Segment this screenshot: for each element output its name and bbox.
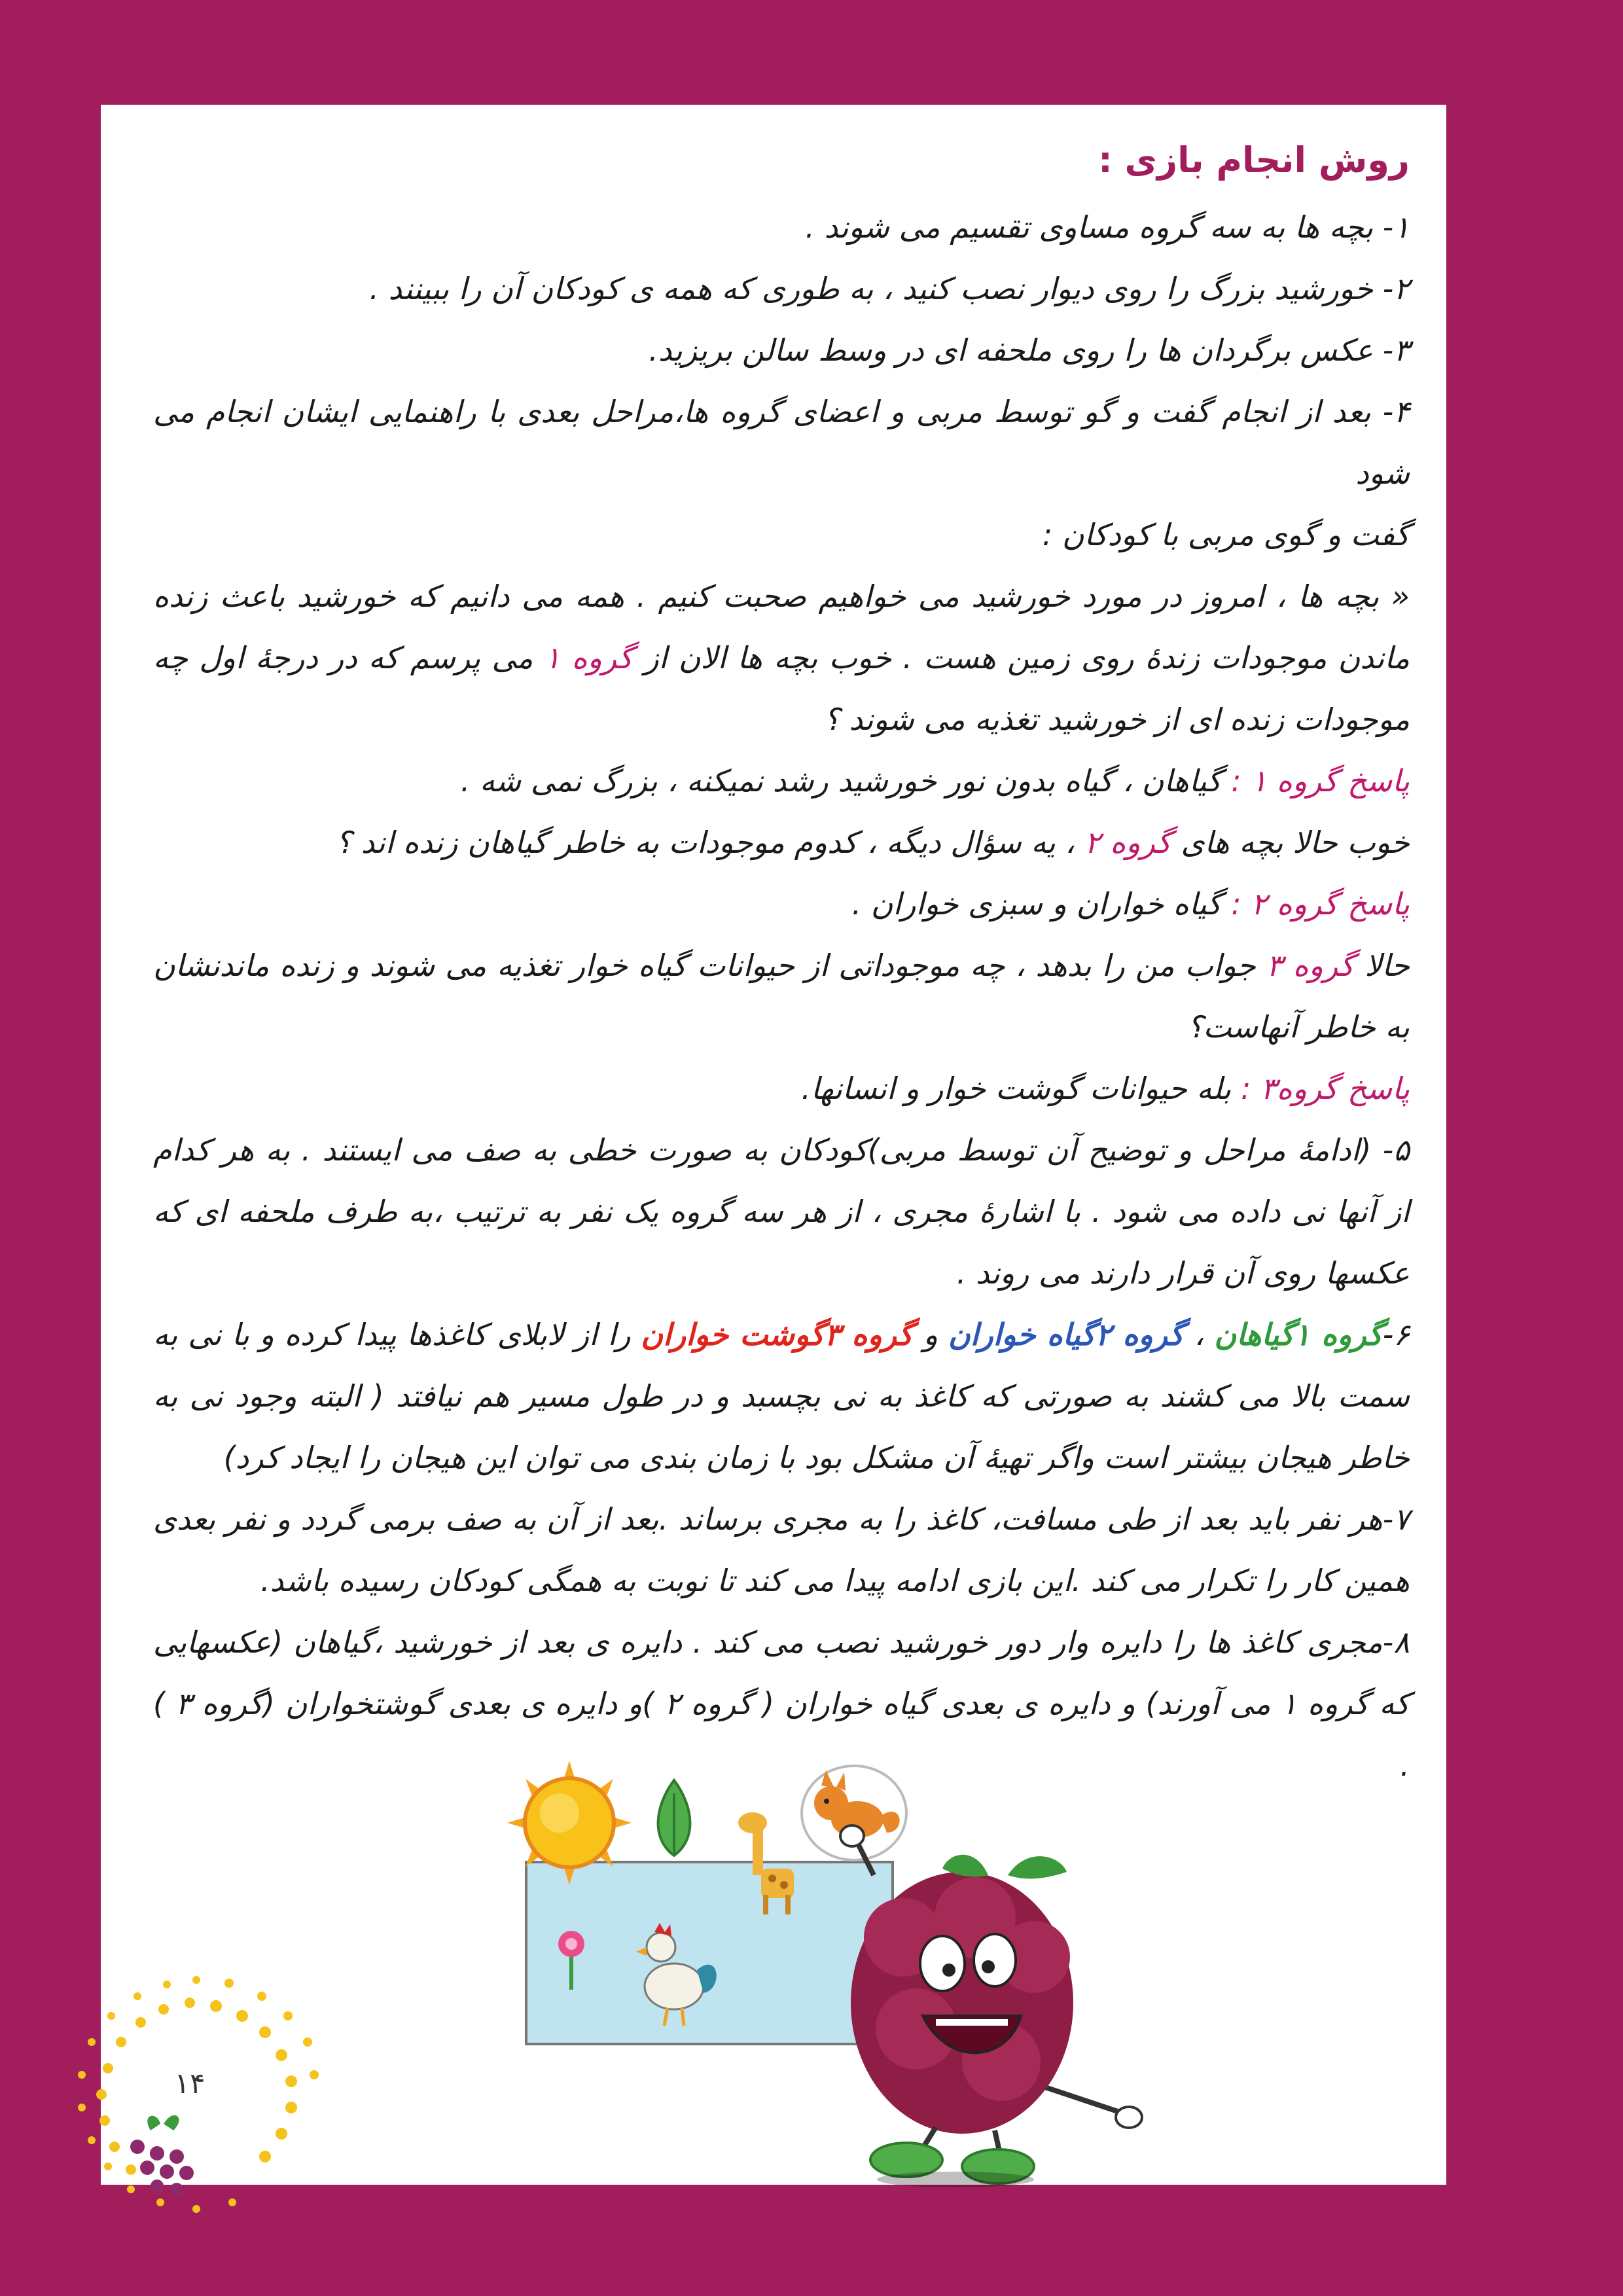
answer-3-label: پاسخ گروه۳ :	[1240, 1071, 1410, 1106]
question-2	[153, 812, 1410, 873]
step-1: ۱- بچه ها به سه گروه مساوی تقسیم می شوند .	[805, 209, 1410, 245]
question-2-text-b: ، یه سؤال دیگه ، کدوم موجودات به خاطر گیاهان زنده اند ؟	[335, 825, 1075, 860]
answer-3-text: بله حیوانات گوشت خوار و انسانها.	[801, 1071, 1232, 1106]
group-2-herbivores: گروه ۲گیاه خواران	[948, 1317, 1185, 1352]
step-8: ۸-مجری کاغذ ها را دایره وار دور خورشید نصب می کند . دایره ی بعد از خورشید ،گیاهان (عکسهایی که گروه ۱ می آورند) و دایره ی بعدی گیاه خواران ( گروه ۲ )و دایره ی بعدی گوشتخواران (گروه ۳ ) .	[153, 1624, 1410, 1783]
group-2-label: گروه ۲	[1084, 825, 1171, 860]
answer-3	[153, 1058, 1410, 1119]
step-6-and: و	[923, 1317, 938, 1352]
question-3-text-a: حالا	[1364, 948, 1410, 983]
step-3: ۳- عکس برگردان ها را روی ملحفه ای در وسط سالن بریزید.	[649, 332, 1410, 368]
dialogue-heading: گفت و گوی مربی با کودکان :	[1042, 517, 1410, 552]
step-2: ۲- خورشید بزرگ را روی دیوار نصب کنید ، به طوری که همه ی کودکان آن را ببینند .	[369, 271, 1410, 306]
answer-2-text: گیاه خواران و سبزی خواران .	[851, 886, 1222, 922]
question-3	[153, 935, 1410, 1058]
step-6-text: را از لابلای کاغذها پیدا کرده و با نی به سمت بالا می کشند به صورتی که کاغذ به نی بچسبد و در طول مسیر هم نیافتد ( البته وجود نی به خاطر هیجان بیشتر است واگر تهیهٔ آن مشکل بود با زمان بندی می توان این هیجان را ایجاد کرد)	[153, 1317, 1410, 1475]
step-6-number: ۶-	[1382, 1317, 1410, 1352]
answer-1	[153, 750, 1410, 812]
group-3-carnivores: گروه ۳گوشت خواران	[641, 1317, 914, 1352]
question-2-text-a: خوب حالا بچه های	[1181, 825, 1410, 860]
page-number: ۱۴	[174, 2067, 205, 2100]
question-1-text-a: « بچه ها ، امروز در مورد خورشید می خواهیم صحبت کنیم . همه می دانیم که خورشید باعث زنده ماندن موجودات زندهٔ روی زمین هست . خوب بچه ها الان از	[153, 579, 1410, 675]
question-1-text-b: می پرسم که در درجهٔ اول چه موجودات زنده ای از خورشید تغذیه می شوند ؟	[153, 640, 1410, 737]
step-5: ۵- (ادامهٔ مراحل و توضیح آن توسط مربی)کودکان به صورت خطی به صف می ایستند . به هر کدام از آنها نی داده می شود . با اشارهٔ مجری ، از هر سه گروه یک نفر به ترتیب ،به طرف ملحفه ای که عکسها روی آن قرار دارند می روند .	[153, 1132, 1410, 1291]
group-3-label: گروه ۳	[1266, 948, 1355, 983]
step-7: ۷-هر نفر باید بعد از طی مسافت، کاغذ را به مجری برساند .بعد از آن به صف برمی گردد و نفر بعدی همین کار را تکرار می کند .این بازی ادامه پیدا می کند تا نوبت به همگی کودکان رسیده باشد.	[153, 1501, 1410, 1598]
answer-2	[153, 873, 1410, 935]
group-1-label: گروه ۱	[544, 640, 633, 675]
question-1	[153, 565, 1410, 750]
answer-1-label: پاسخ گروه ۱ :	[1231, 763, 1410, 798]
group-1-plants: گروه ۱گیاهان	[1214, 1317, 1383, 1352]
question-3-text-b: جواب من را بدهد ، چه موجوداتی از حیوانات گیاه خوار تغذیه می شوند و زنده ماندنشان به خاطر آنهاست؟	[153, 948, 1410, 1045]
step-4: ۴- بعد از انجام گفت و گو توسط مربی و اعضای گروه ها،مراحل بعدی با راهنمایی ایشان انجام می شود	[153, 394, 1410, 491]
step-6	[153, 1304, 1410, 1488]
answer-2-label: پاسخ گروه ۲ :	[1231, 886, 1410, 922]
article-body	[153, 124, 1410, 1796]
answer-1-text: گیاهان ، گیاه بدون نور خورشید رشد نمیکنه ، بزرگ نمی شه .	[460, 763, 1222, 798]
section-title: روش انجام بازی :	[1098, 139, 1410, 181]
step-6-sep: ،	[1194, 1317, 1204, 1352]
